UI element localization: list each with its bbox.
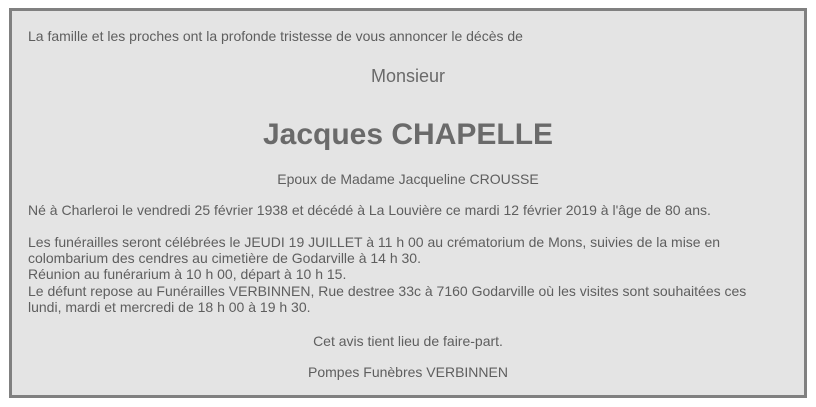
funeral-line: Les funérailles seront célébrées le JEUDI 19 JUILLET à 11 h 00 au crématorium de Mons, suivies de la mise en (28, 234, 721, 250)
honorific-title: Monsieur (370, 66, 446, 86)
signature-text: Pompes Funèbres VERBINNEN (308, 364, 508, 380)
funeral-line: Réunion au funérarium à 10 h 00, départ à 10 h 15. (28, 266, 347, 283)
funeral-line: Le défunt repose au Funérailles VERBINNEN, Rue destree 33c à 7160 Godarville où les visites sont souhaitées ces (28, 282, 747, 299)
funeral-details (28, 234, 788, 315)
deceased-name: Jacques CHAPELLE (262, 118, 554, 151)
intro-text: La famille et les proches ont la profonde tristesse de vous annoncer le décès de (28, 28, 523, 44)
funeral-line: colombarium des cendres au cimetière de Godarville à 14 h 30. (28, 250, 421, 267)
funeral-line: lundi, mardi et mercredi de 18 h 00 à 19 h 30. (28, 298, 311, 315)
death-notice-panel (9, 8, 807, 398)
spouse-text: Epoux de Madame Jacqueline CROUSSE (277, 171, 539, 187)
closing-text: Cet avis tient lieu de faire-part. (313, 333, 503, 349)
birth-death-text: Né à Charleroi le vendredi 25 février 1938 et décédé à La Louvière ce mardi 12 février 2019 à l'âge de 80 ans. (28, 202, 711, 218)
